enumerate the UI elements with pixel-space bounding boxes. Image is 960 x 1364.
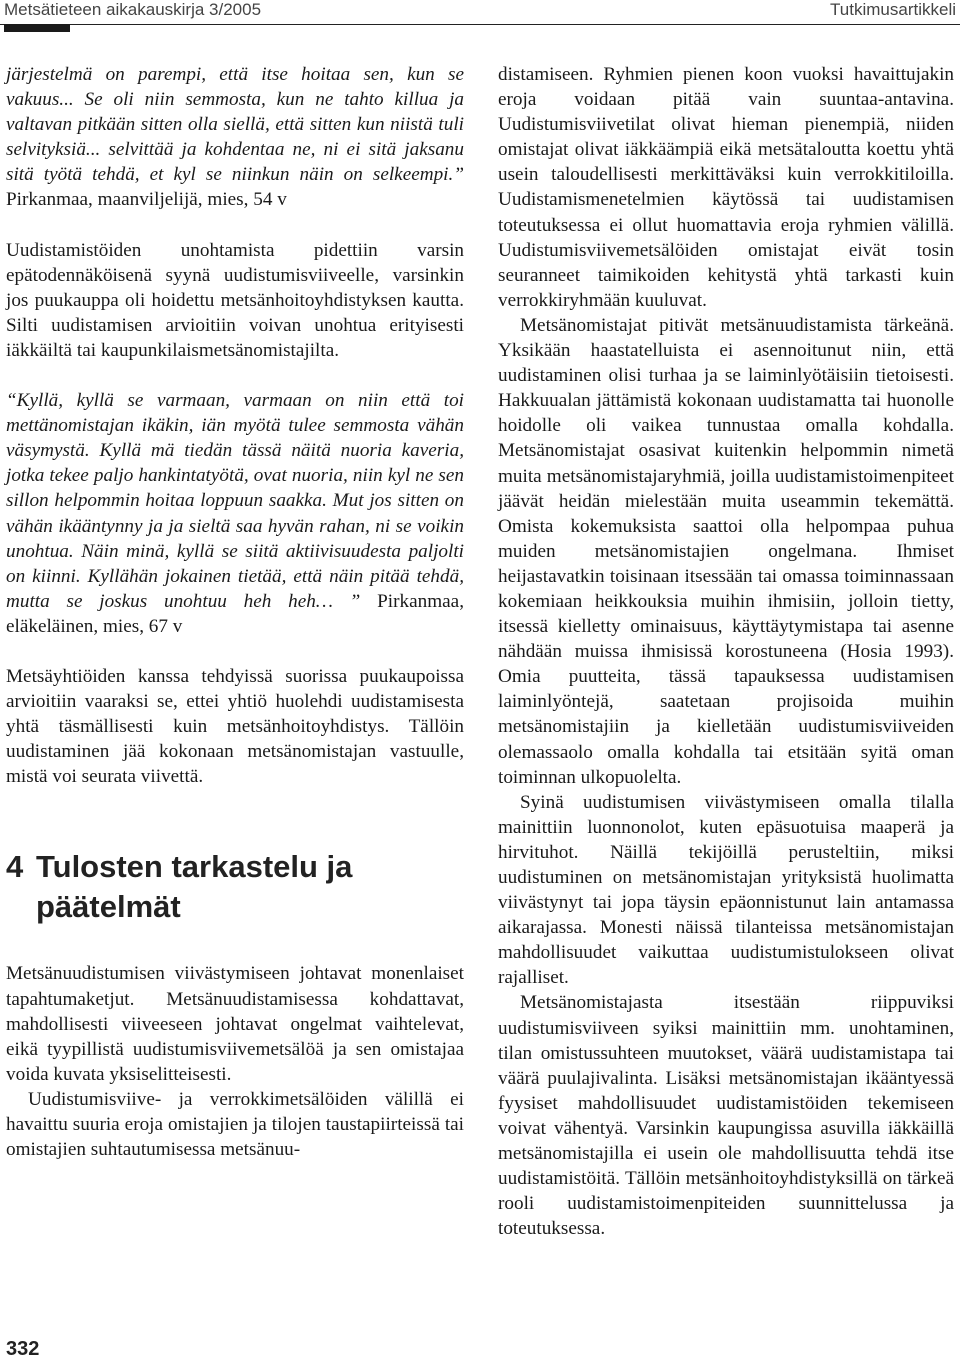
section-heading [6,847,464,927]
paragraph: Syinä uudistumisen viivästymiseen omalla tilalla mainittiin luonnonolot, kuten epäsuotuisa maaperä ja hirvituhot. Näillä tekijöillä perusteltiin, miksi uudistuminen on metsänomistajan yrityksistä huolimatta viivästynyt tai jopa täysin epäonnistunut lain antamassa aikarajassa. Monesti näissä tilanteissa metsänomistajan mahdollisuudet vaikuttaa uudistumistulokseen olivat rajalliset. [498,791,954,989]
paragraph: Metsänomistajat pitivät metsänuudistamista tärkeänä. Yksikään haastatelluista ei asennoitunut niin, että uudistaminen olisi turhaa ja se laiminlyötäisiin tietoisesti. Hakkuualan jättämistä kokonaan uudistamatta tai huonolle hoidolle oli vaikea tunnustaa omalla kohdalla. Metsänomistajat osasivat kuitenkin helpommin nimetä muita metsänomistajaryhmiä, joilla uudistamistoimenpiteet jäävät heidän mielestään muita useammin tekemättä. Omista kokemuksista saattoi olla helpompaa puhua muiden metsänomistajien ongelmana. Ihmiset heijastavatkin toisinaan itsessään tai omassa toiminnassaan kokemiaan heikkouksia muihin ihmisiin, jolloin tietty, itsessä kielletty ominaisuus, käyttäytymistapa tai asenne nähdään muissa ihmisissä korostuneena (Hosia 1993). Omia puutteita, tässä tapauksessa uudistamisen laiminlyöntejä, saatetaan projisoida muihin metsänomistajiin ja kielletään uudistumisviiveiden olemassaolo omalla kohdalla tai etsitään syitä oman toiminnan ulkopuolelta. [498,314,954,788]
quote-source: Pirkanmaa, maanviljelijä, mies, 54 v [6,189,287,211]
interview-quote-2 [6,388,464,639]
heading-number: 4 [6,849,24,885]
left-column [6,62,464,1162]
header-bar-mark [4,24,70,32]
quote-text: “Kyllä, kyllä se varmaan, varmaan on niin että toi mettänomistajan ikäkin, iän myötä tulee semmosta vähän väsymystä. Kyllä mä tiedän tässä näitä nuoria kaveria, jotka tekee paljo hankintatyötä, ovat nuoria, niin kyl ne sen sillon helpommin hoitaa loppuun saakka. Mut jos sitten on vähän ikääntynny ja ja sieltä saa hyvän rahan, ni se voikin unohtua. Näin minä, kyllä se siitä aktiivisuudesta paljolti on kiinni. Kyllähän jokainen tietää, että näin pitää tehdä, mutta se joskus unohtuu heh heh… ” [6,390,464,612]
section-label: Tutkimusartikkeli [830,0,956,19]
quote-text: järjestelmä on parempi, että itse hoitaa sen, kun se vakuus... Se oli niin semmosta, kun ne tahto killua ja valtavan pitkään sitten olla siellä, että sitten kun niistä tuli selvityksiä... selvittää ja kohdentaa ne, ni ei sitä jaksanu sitä työtä tehdä, et kyl se niinkun näin on selkeempi.” [6,64,464,186]
paragraph: Metsänuudistumisen viivästymiseen johtavat monenlaiset tapahtumaketjut. Metsänuudistamisessa kohdattavat, mahdollisesti viiveeseen johtavat ongelmat vaihtelevat, eikä tyypillistä uudistumisviivemetsälöä ja sen omistajaa voida kuvata yksiselitteisesti. [6,963,464,1085]
page-number: 332 [6,1338,40,1360]
paragraph: Uudistamistöiden unohtamista pidettiin varsin epätodennäköisenä syynä uudistumisviiveelle, varsinkin jos puukauppa oli hoidettu metsänhoitoyhdistyksen kautta. Silti uudistamisen arvioitiin voivan unohtua erityisesti iäkkäiltä tai kaupunkilaismetsänomistajilta. [6,239,464,361]
right-column [498,62,954,1241]
heading-text-line1: Tulosten tarkastelu ja [36,849,353,885]
paragraph: Uudistumisviive- ja verrokkimetsälöiden välillä ei havaittu suuria eroja omistajien ja tilojen taustapiirteissä tai omistajien suhtautumisessa metsänuu- [6,1088,464,1161]
interview-quote-1 [6,62,464,213]
quote-source: Pirkanmaa, eläkeläinen, mies, 67 v [6,590,464,637]
paragraph: Metsänomistajasta itsestään riippuviksi uudistumisviiveen syiksi mainittiin mm. unohtaminen, tilan omistussuhteen muutokset, väärä uudistamistapa tai väärä puulajivalinta. Lisäksi metsänomistajan ikääntyessä fyysiset mahdollisuudet uudistamistöiden tekemiseen voivat vähentyä. Varsinkin kaupungissa asuvilla iäkkäillä metsänomistajilla ei usein ole mahdollisuutta tehdä itse uudistamistöitä. Tällöin metsänhoitoyhdistyksillä on tärkeä rooli uudistamistoimenpiteiden suunnittelussa ja toteutuksessa. [498,992,954,1240]
heading-text-line2: päätelmät [36,889,181,925]
journal-title: Metsätieteen aikakauskirja 3/2005 [4,0,262,19]
paragraph: distamiseen. Ryhmien pienen koon vuoksi havaittujakin eroja voidaan pitää vain suuntaa-antavina. Uudistumisviivetilat olivat hieman pienempiä, niiden omistajat olivat iäkkäämpiä eikä metsätaloutta koettu yhtä usein taloudellisesti merkittäväksi kuin verrokkitiloilla. Uudistamismenetelmien käytössä tai uudistamisen toteutuksessa ei ollut huomattavia eroja ryhmien välillä. Uudistumisviivemetsälöiden omistajat eivät tosin seuranneet taimikoiden kehitystä yhtä tarkasti kuin verrokkiryhmään kuuluvat. [498,64,954,311]
paragraph: Metsäyhtiöiden kanssa tehdyissä suorissa puukaupoissa arvioitiin vaaraksi se, ettei yhtiö huolehdi uudistamisesta yhtä täsmällisesti kuin metsänhoitoyhdistys. Tällöin uudistaminen jää kokonaan metsänomistajan vastuulle, mistä voi seurata viivettä. [6,665,464,788]
header-rule [0,24,960,25]
page-header [0,0,960,28]
